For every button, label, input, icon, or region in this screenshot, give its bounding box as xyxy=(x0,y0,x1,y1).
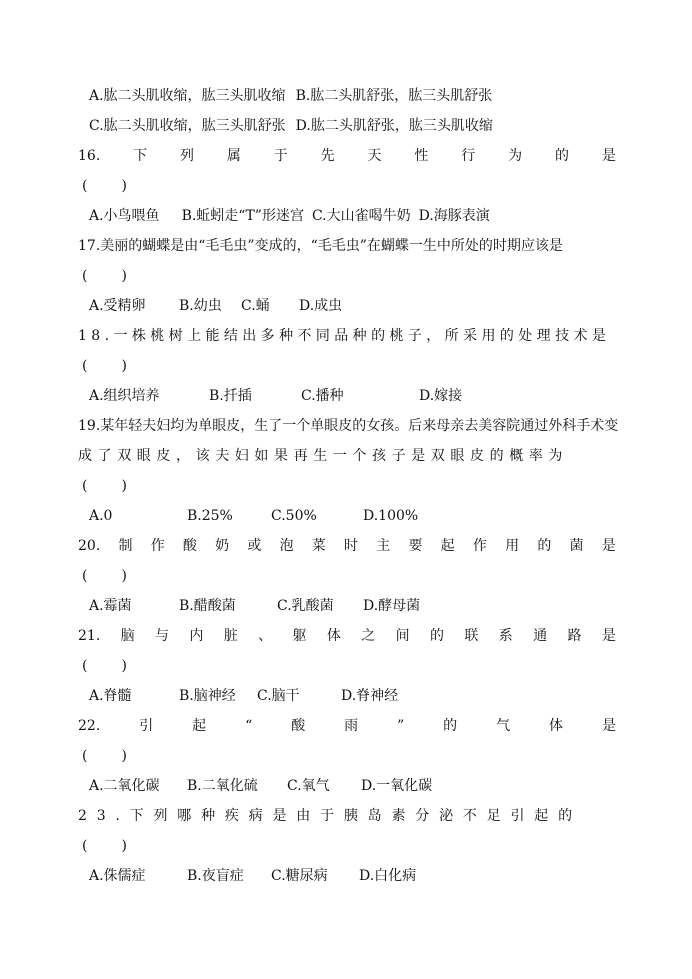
q20-stem-char: 泡 xyxy=(279,538,294,554)
q16-stem xyxy=(78,146,616,166)
q23-answer-bracket[interactable]: ( ) xyxy=(82,838,129,854)
q20-option-b[interactable]: B.醋酸菌 xyxy=(179,598,236,614)
q17-option-b[interactable]: B.幼虫 xyxy=(179,298,222,314)
q22-options xyxy=(89,776,649,796)
q20-stem-char: 要 xyxy=(408,538,423,554)
q22-option-a[interactable]: A.二氧化碳 xyxy=(89,778,160,794)
q20-answer-bracket[interactable]: ( ) xyxy=(82,568,129,584)
q20-option-d[interactable]: D.酵母菌 xyxy=(363,598,421,614)
q19-option-a[interactable]: A.0 xyxy=(89,508,113,524)
q21-answer-bracket[interactable]: ( ) xyxy=(82,658,129,674)
q15-option-d[interactable]: D.肱二头肌舒张，肱三头肌收缩 xyxy=(295,118,493,134)
q21-option-b[interactable]: B.脑神经 xyxy=(179,688,236,704)
q19-options xyxy=(89,506,649,526)
q23-option-d[interactable]: D.白化病 xyxy=(359,868,417,884)
q15-options-line-2 xyxy=(89,116,649,136)
q21-stem-char: 躯 xyxy=(292,628,307,644)
q15-option-c[interactable]: C.肱二头肌收缩，肱三头肌舒张 xyxy=(89,118,286,134)
q16-stem-char: 下 xyxy=(133,148,148,164)
q19-option-d[interactable]: D.100% xyxy=(363,508,419,524)
q21-number: 21. xyxy=(78,628,101,644)
q22-stem-char: 体 xyxy=(549,718,564,734)
q22-stem-char: 起 xyxy=(192,718,207,734)
q16-stem-char: 是 xyxy=(601,148,616,164)
q16-stem-char: 列 xyxy=(180,148,195,164)
q20-stem-char: 制 xyxy=(118,538,133,554)
q21-stem-char: 路 xyxy=(567,628,582,644)
q22-stem xyxy=(78,716,616,736)
q22-stem-char: 气 xyxy=(496,718,511,734)
q21-option-c[interactable]: C.脑干 xyxy=(257,688,300,704)
q21-stem-char: 是 xyxy=(601,628,616,644)
q23-option-b[interactable]: B.夜盲症 xyxy=(187,868,244,884)
q20-stem-char: 是 xyxy=(601,538,616,554)
q16-option-a[interactable]: A.小鸟喂鱼 xyxy=(89,208,160,224)
q20-option-c[interactable]: C.乳酸菌 xyxy=(277,598,334,614)
q15-option-b[interactable]: B.肱二头肌舒张，肱三头肌舒张 xyxy=(295,88,493,104)
q20-stem-char: 酸 xyxy=(182,538,197,554)
q22-option-c[interactable]: C.氧气 xyxy=(287,778,330,794)
q20-stem xyxy=(78,536,616,556)
q21-stem-char: 之 xyxy=(361,628,376,644)
q22-stem-char: 引 xyxy=(139,718,154,734)
q19-answer-bracket[interactable]: ( ) xyxy=(82,478,129,494)
q16-option-b[interactable]: B.蚯蚓走“T”形迷宫 xyxy=(181,208,304,224)
q18-stem: 18.一株桃树上能结出多种不同品种的桃子，所采用的处理技术是 xyxy=(78,328,611,344)
q17-option-d[interactable]: D.成虫 xyxy=(299,298,343,314)
q21-stem-char: 脑 xyxy=(120,628,135,644)
q18-option-d[interactable]: D.嫁接 xyxy=(419,388,463,404)
q23-option-c[interactable]: C.糖尿病 xyxy=(271,868,328,884)
q22-stem-char: ” xyxy=(397,718,405,734)
q19-stem-line-2: 成了双眼皮，该夫妇如果再生一个孩子是双眼皮的概率为 xyxy=(78,448,568,464)
q21-stem-char: 的 xyxy=(430,628,445,644)
q15-option-a[interactable]: A.肱二头肌收缩，肱三头肌收缩 xyxy=(89,88,286,104)
q19-option-b[interactable]: B.25% xyxy=(187,508,233,524)
q16-answer-bracket[interactable]: ( ) xyxy=(82,178,129,194)
q17-options xyxy=(89,296,649,316)
q16-stem-char: 于 xyxy=(273,148,288,164)
q21-stem-char: 与 xyxy=(155,628,170,644)
q23-options xyxy=(89,866,649,886)
q16-stem-char: 性 xyxy=(414,148,429,164)
q22-stem-char: 的 xyxy=(443,718,458,734)
q21-stem-char: 、 xyxy=(258,628,273,644)
q23-option-a[interactable]: A.侏儒症 xyxy=(89,868,146,884)
q21-stem-char: 联 xyxy=(464,628,479,644)
q21-stem xyxy=(78,626,616,646)
q22-option-d[interactable]: D.一氧化碳 xyxy=(361,778,433,794)
q20-stem-char: 时 xyxy=(344,538,359,554)
q19-stem-line-1: 19.某年轻夫妇均为单眼皮，生了一个单眼皮的女孩。后来母亲去美容院通过外科手术变 xyxy=(78,418,619,434)
q18-answer-bracket[interactable]: ( ) xyxy=(82,358,129,374)
q22-answer-bracket[interactable]: ( ) xyxy=(82,748,129,764)
q16-stem-char: 天 xyxy=(367,148,382,164)
q18-option-c[interactable]: C.播种 xyxy=(301,388,344,404)
q20-stem-char: 主 xyxy=(376,538,391,554)
q16-stem-char: 属 xyxy=(226,148,241,164)
q20-option-a[interactable]: A.霉菌 xyxy=(89,598,132,614)
q19-option-c[interactable]: C.50% xyxy=(271,508,317,524)
q17-option-c[interactable]: C.蛹 xyxy=(241,298,270,314)
q21-stem-char: 通 xyxy=(533,628,548,644)
q16-stem-char: 先 xyxy=(320,148,335,164)
q21-stem-char: 内 xyxy=(189,628,204,644)
q23-stem: 23.下列哪种疾病是由于胰岛素分泌不足引起的 xyxy=(78,808,582,824)
q20-stem-char: 菌 xyxy=(569,538,584,554)
q16-option-d[interactable]: D.海豚表演 xyxy=(418,208,490,224)
q16-options xyxy=(89,206,649,226)
q16-stem-char: 的 xyxy=(555,148,570,164)
q20-stem-char: 用 xyxy=(505,538,520,554)
q22-stem-char: 是 xyxy=(601,718,616,734)
q20-stem-char: 菜 xyxy=(311,538,326,554)
q20-stem-char: 作 xyxy=(150,538,165,554)
q18-options xyxy=(89,386,649,406)
q20-stem-char: 或 xyxy=(247,538,262,554)
q16-stem-char: 行 xyxy=(461,148,476,164)
q22-stem-char: 雨 xyxy=(344,718,359,734)
q20-stem-char: 奶 xyxy=(215,538,230,554)
q18-option-a[interactable]: A.组织培养 xyxy=(89,388,160,404)
q16-option-c[interactable]: C.大山雀喝牛奶 xyxy=(311,208,411,224)
q20-number: 20. xyxy=(78,538,101,554)
q20-stem-char: 作 xyxy=(472,538,487,554)
q21-stem-char: 脏 xyxy=(223,628,238,644)
q22-option-b[interactable]: B.二氧化硫 xyxy=(187,778,258,794)
q21-stem-char: 体 xyxy=(326,628,341,644)
q20-stem-char: 起 xyxy=(440,538,455,554)
q17-option-a[interactable]: A.受精卵 xyxy=(89,298,146,314)
q20-stem-char: 的 xyxy=(537,538,552,554)
q17-stem: 17.美丽的蝴蝶是由“毛毛虫”变成的，“毛毛虫”在蝴蝶一生中所处的时期应该是 xyxy=(78,238,563,254)
q21-options xyxy=(89,686,649,706)
q21-stem-char: 间 xyxy=(395,628,410,644)
q16-stem-char: 为 xyxy=(508,148,523,164)
q16-number: 16. xyxy=(78,148,101,164)
q21-stem-char: 系 xyxy=(498,628,513,644)
q21-option-d[interactable]: D.脊神经 xyxy=(341,688,399,704)
q20-options xyxy=(89,596,649,616)
q17-answer-bracket[interactable]: ( ) xyxy=(82,268,129,284)
q22-stem-char: 酸 xyxy=(291,718,306,734)
q21-option-a[interactable]: A.脊髓 xyxy=(89,688,132,704)
q22-number: 22. xyxy=(78,718,101,734)
q18-option-b[interactable]: B.扦插 xyxy=(209,388,252,404)
q15-options-line-1 xyxy=(89,86,649,106)
q22-stem-char: “ xyxy=(245,718,253,734)
